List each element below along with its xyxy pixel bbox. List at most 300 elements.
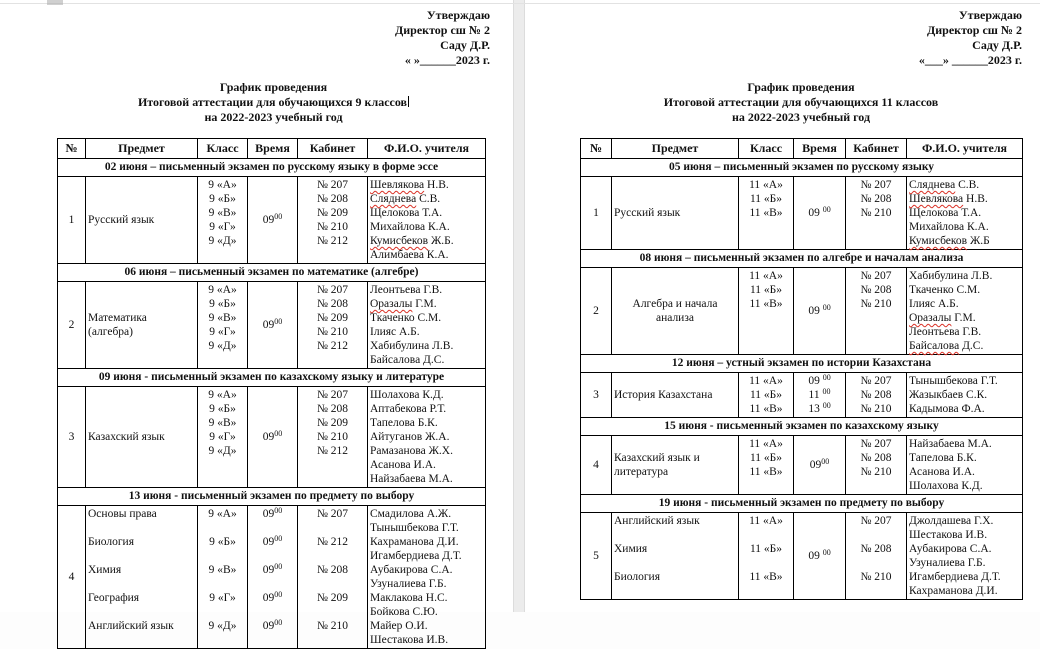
- cabinet-number: № 208: [316, 403, 349, 415]
- teacher-name: Оразалы Г.М.: [370, 298, 437, 310]
- subject-line: Русский язык: [88, 214, 155, 226]
- subject-cell: [612, 436, 739, 495]
- exam-row: [58, 177, 486, 264]
- cabinet-number: № 210: [316, 221, 349, 233]
- column-header: Ф.И.О. учителя: [907, 139, 1023, 159]
- teachers-cell: [907, 373, 1023, 418]
- subject-line: Биология: [614, 571, 661, 583]
- cabinet-number: № 209: [316, 417, 349, 429]
- class-line: 9 «Г»: [209, 431, 236, 443]
- teacher-name: Тапелова Б.К.: [370, 417, 438, 429]
- time-value: [250, 549, 295, 563]
- class-line: [200, 577, 245, 591]
- teacher-name: Айтуганов Ж.А.: [370, 431, 450, 443]
- time-value: $09^{00}$: [809, 457, 830, 471]
- class-line: 9 «А»: [208, 284, 237, 296]
- window-top-smudge: [47, 0, 63, 5]
- class-cell: [198, 506, 248, 649]
- teacher-name: Леонтьева Г.В.: [909, 326, 982, 338]
- cabinet-number: № 207: [316, 179, 349, 191]
- class-cell: [739, 177, 794, 250]
- teacher-name: Асанова И.А.: [370, 459, 436, 471]
- teacher-name: Аубакирова С.А.: [909, 543, 992, 555]
- time-cell: [248, 506, 298, 649]
- exam-date-banner: 02 июня – письменный экзамен по русскому языку в форме эссе: [58, 159, 486, 177]
- class-cell: [739, 436, 794, 495]
- class-line: [200, 605, 245, 619]
- approval-block: [580, 8, 1022, 68]
- misspelled-word: Кумисбеков: [370, 235, 429, 247]
- teacher-name: Шолахова К.Д.: [909, 480, 983, 492]
- teacher-name: Рамазанова Ж.Х.: [370, 445, 453, 457]
- row-number-cell: 4: [58, 506, 86, 649]
- cabinet-number: [300, 605, 365, 619]
- subject-cell: [86, 387, 198, 488]
- cabinet-number: № 208: [860, 543, 892, 555]
- subject-line: (алгебра): [88, 326, 133, 338]
- cabinet-number: [848, 556, 904, 570]
- time-value: 09 $^{00}$: [808, 373, 831, 387]
- cabinet-number: № 212: [316, 235, 349, 247]
- row-number-cell: 3: [581, 373, 612, 418]
- cabinet-number: № 210: [316, 431, 349, 443]
- superscript-minutes: 00: [822, 548, 831, 557]
- section-row: [581, 355, 1023, 373]
- subject-cell: [612, 513, 739, 600]
- superscript-minutes: 00: [274, 506, 283, 515]
- teacher-name: Михайлова К.А.: [370, 221, 450, 233]
- teachers-cell: [907, 177, 1023, 250]
- time-value: 13 $^{00}$: [808, 401, 831, 415]
- section-row: [58, 264, 486, 282]
- teacher-name: Шестакова И.В.: [909, 529, 988, 541]
- cabinet-cell: [846, 373, 907, 418]
- schedule-table-grade11: [580, 138, 1023, 600]
- class-cell: [739, 513, 794, 600]
- time-value: $09^{00}$: [262, 534, 283, 548]
- approval-line: « »______2023 г.: [404, 53, 490, 67]
- section-row: [581, 250, 1023, 268]
- superscript-minutes: 00: [274, 429, 283, 438]
- exam-date-banner: 19 июня - письменный экзамен по предмету по выбору: [581, 495, 1023, 513]
- class-line: 9 «В»: [208, 312, 237, 324]
- document-title: [57, 80, 490, 125]
- section-row: [58, 369, 486, 387]
- exam-date-banner: 05 июня – письменный экзамен по русскому языку: [581, 159, 1023, 177]
- subject-line: литература: [614, 466, 669, 478]
- section-row: [581, 418, 1023, 436]
- cabinet-number: [300, 577, 365, 591]
- cabinet-number: № 210: [316, 326, 349, 338]
- approval-line: «___» ______2023 г.: [918, 53, 1022, 67]
- class-cell: [198, 177, 248, 264]
- exam-row: [58, 506, 486, 649]
- class-line: 11 «А»: [749, 515, 783, 527]
- cabinet-number: № 207: [860, 515, 892, 527]
- exam-row: [58, 282, 486, 369]
- cabinet-number: № 207: [860, 179, 892, 191]
- cabinet-number: № 212: [316, 445, 349, 457]
- subject-line: Казахский язык и: [614, 452, 700, 464]
- table-header-row: [58, 139, 486, 159]
- cabinet-cell: [298, 506, 368, 649]
- teacher-name: Найзабаева М.А.: [909, 438, 992, 450]
- approval-line: Саду Д.Р.: [440, 38, 490, 52]
- class-line: 11 «А»: [749, 438, 783, 450]
- teacher-name: Аптабекова Р.Т.: [370, 403, 447, 415]
- page-gap: [513, 0, 525, 612]
- teacher-name: Щелокова Т.А.: [370, 207, 443, 219]
- misspelled-word: Оразалы: [370, 298, 413, 310]
- superscript-minutes: 00: [274, 590, 283, 599]
- cabinet-cell: [846, 177, 907, 250]
- class-line: 9 «Б»: [209, 298, 236, 310]
- row-number-cell: 5: [581, 513, 612, 600]
- time-value: $09^{00}$: [262, 618, 283, 632]
- class-line: 9 «А»: [208, 389, 237, 401]
- cabinet-number: № 209: [316, 592, 349, 604]
- row-number-cell: 2: [58, 282, 86, 369]
- class-line: [741, 556, 791, 570]
- teacher-name: Кахраманова Д.И.: [370, 536, 459, 548]
- subject-line: Химия: [614, 543, 648, 555]
- schedule-table-grade9: [57, 138, 486, 649]
- misspelled-word: Байсалова: [909, 340, 960, 352]
- misspelled-word: Оразалы: [909, 312, 952, 324]
- class-cell: [739, 373, 794, 418]
- teacher-name: Смадилова А.Ж.: [370, 508, 452, 520]
- column-header: Время: [794, 139, 846, 159]
- class-line: 11 «Б»: [749, 389, 783, 401]
- superscript-minutes: 00: [274, 212, 283, 221]
- title-line: Итоговой аттестации для обучающихся 9 классов: [137, 95, 408, 109]
- exam-row: [581, 436, 1023, 495]
- title-line: График проведения: [219, 80, 328, 94]
- time-cell: [248, 282, 298, 369]
- teacher-name: Игамбердиева Д.Т.: [370, 550, 462, 562]
- exam-row: [581, 177, 1023, 250]
- cabinet-number: № 210: [860, 403, 892, 415]
- column-header: №: [58, 139, 86, 159]
- class-line: 9 «Б»: [209, 536, 236, 548]
- class-line: 9 «Д»: [208, 340, 237, 352]
- time-value: [250, 577, 295, 591]
- superscript-minutes: 00: [274, 317, 283, 326]
- exam-row: [581, 373, 1023, 418]
- teacher-name: Алимбаева К.А.: [370, 249, 449, 261]
- class-line: 11 «Б»: [749, 543, 783, 555]
- teacher-name: Хабибулина Л.В.: [370, 340, 454, 352]
- subject-line: [614, 528, 736, 542]
- cabinet-cell: [298, 282, 368, 369]
- class-line: 9 «А»: [208, 179, 237, 191]
- teachers-cell: [368, 506, 486, 649]
- class-line: 9 «В»: [208, 417, 237, 429]
- column-header: №: [581, 139, 612, 159]
- teacher-name: Тапелова Б.К.: [909, 452, 977, 464]
- class-line: 11 «В»: [749, 207, 783, 219]
- exam-row: [581, 268, 1023, 355]
- time-value: 09 $^{00}$: [808, 205, 831, 219]
- time-value: 09 $^{00}$: [808, 303, 831, 317]
- teacher-name: Ткаченко С.М.: [370, 312, 442, 324]
- subject-line: Основы права: [88, 508, 157, 520]
- exam-date-banner: 15 июня - письменный экзамен по казахскому языку: [581, 418, 1023, 436]
- class-line: 9 «Г»: [209, 221, 236, 233]
- teacher-name: Оразалы Г.М.: [909, 312, 976, 324]
- misspelled-word: Шевлякова: [909, 193, 964, 205]
- subject-cell: [612, 177, 739, 250]
- class-line: 11 «Б»: [749, 452, 783, 464]
- class-cell: [739, 268, 794, 355]
- teachers-cell: [907, 268, 1023, 355]
- teacher-name: Кумисбеков Ж.Б.: [370, 235, 454, 247]
- cabinet-number: № 212: [316, 340, 349, 352]
- cabinet-number: № 208: [860, 452, 892, 464]
- teachers-cell: [907, 436, 1023, 495]
- time-value: $09^{00}$: [262, 590, 283, 604]
- cabinet-cell: [298, 387, 368, 488]
- class-line: 9 «В»: [208, 207, 237, 219]
- row-number-cell: 1: [581, 177, 612, 250]
- class-line: 11 «Б»: [749, 284, 783, 296]
- teacher-name: Асанова И.А.: [909, 466, 975, 478]
- subject-line: [88, 633, 195, 647]
- subject-line: [88, 577, 195, 591]
- teacher-name: Шестакова И.В.: [370, 634, 449, 646]
- cabinet-number: № 210: [860, 298, 892, 310]
- column-header: Предмет: [86, 139, 198, 159]
- time-value: [250, 521, 295, 535]
- superscript-minutes: 00: [822, 401, 831, 410]
- teacher-name: Найзабаева М.А.: [370, 473, 453, 485]
- cabinet-cell: [846, 513, 907, 600]
- title-line: График проведения: [747, 80, 855, 94]
- superscript-minutes: 00: [822, 205, 831, 214]
- approval-line: Утверждаю: [958, 8, 1022, 22]
- class-cell: [198, 387, 248, 488]
- cabinet-number: № 207: [316, 389, 349, 401]
- column-header: Кабинет: [298, 139, 368, 159]
- document-page-grade9[interactable]: [0, 0, 513, 646]
- subject-line: Казахский язык: [88, 431, 165, 443]
- time-cell: [248, 387, 298, 488]
- teachers-cell: [907, 513, 1023, 600]
- approval-line: Саду Д.Р.: [972, 38, 1022, 52]
- class-line: 11 «А»: [749, 375, 783, 387]
- class-line: 9 «А»: [208, 508, 237, 520]
- title-line: на 2022-2023 учебный год: [731, 110, 871, 124]
- teachers-cell: [368, 282, 486, 369]
- cabinet-cell: [846, 268, 907, 355]
- teacher-name: Леонтьева Г.В.: [370, 284, 443, 296]
- teacher-name: Шевлякова Н.В.: [370, 179, 449, 191]
- class-line: 11 «В»: [749, 466, 783, 478]
- teacher-name: Жазыкбаев С.К.: [909, 389, 988, 401]
- misspelled-word: Сляднева: [909, 179, 956, 191]
- teacher-name: Шолахова К.Д.: [370, 389, 444, 401]
- teacher-name: Узуналиева Г.Б.: [909, 557, 986, 569]
- superscript-minutes: 00: [822, 303, 831, 312]
- class-line: 9 «Д»: [208, 235, 237, 247]
- teacher-name: Майер О.И.: [370, 620, 428, 632]
- subject-line: анализа: [655, 312, 694, 324]
- section-row: [581, 159, 1023, 177]
- teacher-name: Игамбердиева Д.Т.: [909, 571, 1001, 583]
- subject-line: [88, 605, 195, 619]
- teacher-name: Шевлякова Н.В.: [909, 193, 988, 205]
- teacher-name: Байсалова Д.С.: [909, 340, 984, 352]
- cabinet-number: № 210: [860, 571, 892, 583]
- class-line: 11 «Б»: [749, 193, 783, 205]
- class-line: [200, 521, 245, 535]
- cabinet-number: № 209: [316, 207, 349, 219]
- window-top-edge: [0, 3, 1040, 4]
- document-title: [580, 80, 1022, 125]
- teacher-name: Кадымова Ф.А.: [909, 403, 985, 415]
- subject-line: Алгебра и начала: [632, 298, 718, 310]
- approval-line: Утверждаю: [426, 8, 490, 22]
- class-line: 11 «В»: [749, 403, 783, 415]
- teacher-name: Михайлова К.А.: [909, 221, 989, 233]
- teacher-name: Кумисбеков Ж.Б: [909, 235, 990, 247]
- exam-date-banner: 13 июня - письменный экзамен по предмету по выбору: [58, 488, 486, 506]
- class-line: [741, 528, 791, 542]
- cabinet-number: № 208: [316, 298, 349, 310]
- subject-line: Английский язык: [88, 620, 174, 632]
- teacher-name: Ілияс А.Б.: [370, 326, 420, 338]
- subject-line: [614, 556, 736, 570]
- teacher-name: Тынышбекова Г.Т.: [909, 375, 998, 387]
- subject-cell: [86, 506, 198, 649]
- subject-line: Английский язык: [614, 515, 700, 527]
- cabinet-number: [300, 549, 365, 563]
- class-line: 9 «Б»: [209, 193, 236, 205]
- exam-date-banner: 06 июня – письменный экзамен по математике (алгебре): [58, 264, 486, 282]
- cabinet-number: № 208: [316, 564, 349, 576]
- teacher-name: Ткаченко С.М.: [909, 284, 981, 296]
- teacher-name: Аубакирова С.А.: [370, 564, 453, 576]
- column-header: Класс: [739, 139, 794, 159]
- time-cell: [794, 177, 846, 250]
- cabinet-number: № 207: [860, 375, 892, 387]
- subject-line: История Казахстана: [614, 389, 713, 401]
- approval-line: Директор сш № 2: [394, 23, 490, 37]
- exam-row: [581, 513, 1023, 600]
- misspelled-word: Сляднева: [370, 193, 417, 205]
- teacher-name: Тынышбекова Г.Т.: [370, 522, 459, 534]
- cabinet-number: № 207: [316, 508, 349, 520]
- table-header-row: [581, 139, 1023, 159]
- time-cell: [794, 513, 846, 600]
- superscript-minutes: 00: [821, 457, 830, 466]
- row-number-cell: 2: [581, 268, 612, 355]
- teachers-cell: [368, 387, 486, 488]
- text-cursor: [408, 96, 409, 107]
- cabinet-number: № 209: [316, 312, 349, 324]
- time-value: $09^{00}$: [262, 429, 283, 443]
- time-value: 09 $^{00}$: [808, 548, 831, 562]
- superscript-minutes: 00: [822, 373, 831, 382]
- title-line: на 2022-2023 учебный год: [204, 110, 343, 124]
- cabinet-number: [848, 528, 904, 542]
- teacher-name: Бойкова С.Ю.: [370, 606, 438, 618]
- title-line: Итоговой аттестации для обучающихся 11 классов: [663, 95, 939, 109]
- column-header: Ф.И.О. учителя: [368, 139, 486, 159]
- approval-block: [57, 8, 490, 68]
- section-row: [58, 488, 486, 506]
- column-header: Класс: [198, 139, 248, 159]
- teacher-name: Ілияс А.Б.: [909, 298, 959, 310]
- approval-line: Директор сш № 2: [926, 23, 1022, 37]
- teacher-name: Сляднева С.В.: [909, 179, 980, 191]
- time-cell: [794, 436, 846, 495]
- time-cell: [794, 373, 846, 418]
- teachers-cell: [368, 177, 486, 264]
- time-value: $09^{00}$: [262, 212, 283, 226]
- document-page-grade11[interactable]: [525, 0, 1040, 612]
- exam-date-banner: 08 июня – письменный экзамен по алгебре и началам анализа: [581, 250, 1023, 268]
- class-line: 9 «Д»: [208, 445, 237, 457]
- time-value: $09^{00}$: [262, 506, 283, 520]
- section-row: [581, 495, 1023, 513]
- teacher-name: Узуналиева Г.Б.: [370, 578, 447, 590]
- column-header: Время: [248, 139, 298, 159]
- time-value: $09^{00}$: [262, 562, 283, 576]
- section-row: [58, 159, 486, 177]
- cabinet-number: № 212: [316, 536, 349, 548]
- cabinet-number: № 207: [316, 284, 349, 296]
- subject-line: [88, 521, 195, 535]
- cabinet-number: № 208: [860, 389, 892, 401]
- class-line: 11 «В»: [749, 571, 783, 583]
- class-line: 9 «Г»: [209, 592, 236, 604]
- cabinet-number: № 210: [860, 207, 892, 219]
- teacher-name: Хабибулина Л.В.: [909, 270, 993, 282]
- class-line: 9 «Д»: [208, 620, 237, 632]
- exam-date-banner: 09 июня - письменный экзамен по казахскому языку и литературе: [58, 369, 486, 387]
- subject-line: Биология: [88, 536, 135, 548]
- time-cell: [794, 268, 846, 355]
- column-header: Предмет: [612, 139, 739, 159]
- subject-line: Химия: [88, 564, 122, 576]
- class-line: 9 «Г»: [209, 326, 236, 338]
- row-number-cell: 1: [58, 177, 86, 264]
- teacher-name: Байсалова Д.С.: [370, 354, 445, 366]
- class-line: 9 «В»: [208, 564, 237, 576]
- class-cell: [198, 282, 248, 369]
- cabinet-number: № 208: [860, 284, 892, 296]
- cabinet-number: № 210: [316, 620, 349, 632]
- superscript-minutes: 00: [822, 387, 831, 396]
- cabinet-cell: [298, 177, 368, 264]
- class-line: 11 «А»: [749, 179, 783, 191]
- cabinet-number: [300, 521, 365, 535]
- class-line: 9 «Б»: [209, 403, 236, 415]
- class-line: 11 «В»: [749, 298, 783, 310]
- cabinet-number: № 208: [860, 193, 892, 205]
- teacher-name: Джолдашева Г.Х.: [909, 515, 994, 527]
- subject-line: География: [88, 592, 140, 604]
- time-cell: [248, 177, 298, 264]
- subject-cell: [86, 177, 198, 264]
- subject-line: [614, 584, 736, 598]
- misspelled-word: Кумисбеков: [909, 235, 968, 247]
- exam-row: [58, 387, 486, 488]
- teacher-name: Сляднева С.В.: [370, 193, 441, 205]
- superscript-minutes: 00: [274, 562, 283, 571]
- teacher-name: Щелокова Т.А.: [909, 207, 982, 219]
